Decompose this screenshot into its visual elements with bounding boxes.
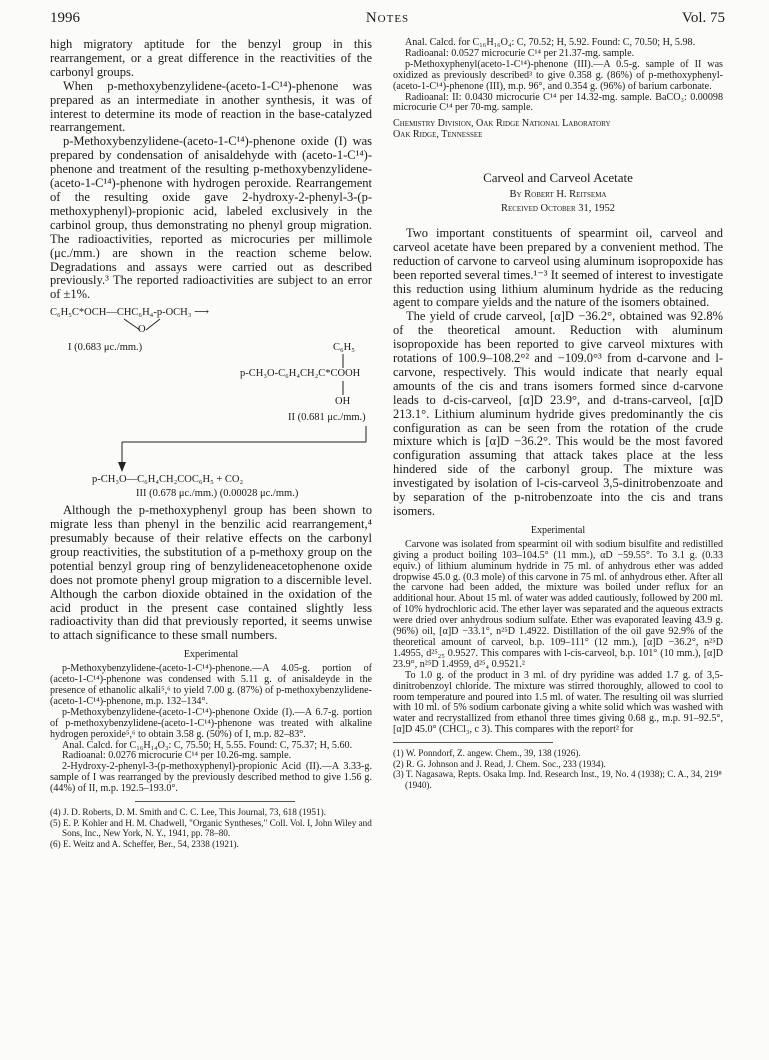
paragraph: The yield of crude carveol, [α]D −36.2°, obtained was 92.8% of the theoretical amount. Reduction with aluminum isopropoxide has been reported to give carveol mixtures with rotations of 100.9–108.2°² and −109.0°³ from d-carvone and l-carvone, respectively. This would indicate that nearly equal amounts of the cis and trans isomers formed since d-carvone leads to d-cis-carveol, [α]D 23.9°, and d-trans-carveol, [α]D 213.1°. Lithium aluminum hydride gives predominantly the cis configuration as can be seen from the rotation of the crude mixture which is [α]D −36.2°. This would be the most favored configuration assuming that attack takes place at the less hindered side of the carbonyl group. The mixture was investigated by isolation of l-cis-carveol 3,5-dinitrobenzoate and by separation of the p-nitrobenzoate into the cis and trans isomers. [393, 309, 723, 518]
paragraph: Although the p-methoxyphenyl group has been shown to migrate less than phenyl in the benzilic acid rearrangement,⁴ presumably because of their relative effects on the carbonyl group reactivities, the substitution of a p-methoxy group on the potential benzyl group ring of benzylideneacetophenone oxide does not promote phenyl group migration to a discernible level. Although the carbon dioxide obtained in the oxidation of the acid product in the present case contained slightly less radioactivity than did that previously reported, it seems unwise to attach significance to these small numbers. [50, 503, 372, 643]
footnote-rule [135, 801, 295, 802]
scheme-formula-oxide: C₆H₅C*OCH—CHC₆H₄-p-OCH₃ ⟶ [50, 307, 210, 319]
paragraph: high migratory aptitude for the benzyl group in this rearrangement, or a great difference in the reactivities of the carbonyl groups. [50, 37, 372, 79]
footnote-rule [393, 742, 553, 743]
volume-label: Vol. 75 [681, 10, 725, 26]
right-column [393, 38, 723, 791]
article-author: By Robert H. Reitsema [509, 189, 607, 201]
affiliation: Chemistry Division, Oak Ridge National Laboratory [393, 118, 611, 130]
footnote: (1) W. Ponndorf, Z. angew. Chem., 39, 138 (1926). [393, 748, 581, 759]
scheme-label-acid: II (0.681 μc./mm.) [288, 412, 366, 424]
experimental-paragraph: p-Methoxybenzylidene-(aceto-1-C¹⁴)-phenone.—A 4.05-g. portion of (aceto-1-C¹⁴)-phenone was condensed with 5.11 g. of anisaldeyde in the presence of ethanolic alkali⁵,⁶ to yield 7.00 g. (87%) of p-methoxybenzylidene-(aceto-1-C¹⁴)-phenone, m.p. 132–134°. [50, 663, 372, 707]
footnote: (2) R. G. Johnson and J. Read, J. Chem. Soc., 233 (1934). [393, 758, 606, 769]
paragraph: When p-methoxybenzylidene-(aceto-1-C¹⁴)-phenone was prepared as an intermediate in another synthesis, it was of interest to determine its mode of reaction in the base-catalyzed rearrangement. [50, 78, 372, 135]
analysis-line: Anal. Calcd. for C₁₆H₁₆O₄: C, 70.52; H, 5.92. Found: C, 70.50; H, 5.98. [405, 37, 696, 48]
paragraph: p-Methoxybenzylidene-(aceto-1-C¹⁴)-phenone oxide (I) was prepared by condensation of anisaldehyde with (aceto-1-C¹⁴)-phenone and treatment of the resulting p-methoxybenzylidene-(aceto-1-C¹⁴)-phenone with hydrogen peroxide. Rearrangement of the resulting oxide gave 2-hydroxy-2-phenyl-3-(p-methoxyphenyl)-propionic acid, labeled exclusively in the carbinol group, thus demonstrating no phenyl group migration. The radioactivities, reported as microcuries per millimole (μc./mm.) are shown in the reaction scheme below. Degradations and assays were carried out as described previously.³ The reported radioactivities are subject to an error of ±1%. [50, 134, 372, 302]
reaction-scheme [50, 304, 372, 500]
footnote: (5) E. P. Kohler and H. M. Chadwell, "Organic Syntheses," Coll. Vol. I, John Wiley and Sons, Inc., New York, N. Y., 1941, pp. 78–80. [50, 817, 372, 839]
radioanalysis-line: Radioanal: 0.0527 microcurie C¹⁴ per 21.37-mg. sample. [405, 47, 635, 59]
paragraph: Two important constituents of spearmint oil, carveol and carveol acetate have been prepared by a convenient method. The reduction of carvone to carveol using aluminum isopropoxide has been reported several times.¹⁻³ It seemed of interest to investigate this reduction using lithium aluminum hydride as the reducing agent to compare yields and the nature of the isomers obtained. [393, 225, 723, 310]
reaction-arrow [110, 426, 372, 474]
footnote: (3) T. Nagasawa, Repts. Osaka Imp. Ind. Research Inst., 19, No. 4 (1938); C. A., 34, 219⁸ (1940). [393, 769, 722, 790]
received-date: Received October 31, 1952 [500, 202, 615, 214]
left-column [50, 38, 372, 849]
scheme-phenyl: C₆H₅ [333, 342, 355, 354]
experimental-paragraph: p-Methoxybenzylidene-(aceto-1-C¹⁴)-phenone Oxide (I).—A 6.7-g. portion of p-methoxybenzylidene-(aceto-1-C¹⁴)-phenone was treated with alkaline hydrogen peroxide⁵,⁶ to obtain 3.58 g. (50%) of I, m.p. 82–83°. [50, 706, 372, 740]
experimental-paragraph: p-Methoxyphenyl(aceto-1-C¹⁴)-phenone (III).—A 0.5-g. sample of II was oxidized as previously described³ to give 0.358 g. (86%) of p-methoxyphenyl-(aceto-1-C¹⁴)-phenone (III), m.p. 96°, and 0.354 g. (96%) of barium carbonate. [393, 58, 723, 92]
footnote: (6) E. Weitz and A. Scheffer, Ber., 54, 2338 (1921). [50, 838, 239, 849]
page-number: 1996 [50, 10, 80, 26]
scheme-formula-acid: p-CH₃O-C₆H₄CH₂C*COOH [240, 368, 361, 380]
scheme-label-oxide: I (0.683 μc./mm.) [68, 342, 143, 354]
section-title: Notes [365, 10, 410, 26]
section-heading: Experimental [530, 524, 586, 536]
affiliation-location: Oak Ridge, Tennessee [393, 129, 483, 141]
page-header [50, 10, 725, 28]
experimental-paragraph: Carvone was isolated from spearmint oil with sodium bisulfite and redistilled giving a product boiling 103–104.5° (11 mm.), αD −59.55°. To 3.1 g. (0.33 equiv.) of lithium aluminum hydride in 75 ml. of anhydrous ether was added dropwise 45.0 g. (0.3 mole) of this carvone in 75 ml. of anhydrous ether. After all the carvone had been added, the mixture was boiled under reflux for an additional hour. About 15 ml. of water was added cautiously, followed by 200 ml. of 10% hydrochloric acid. The ether layer was separated and the aqueous extracts were dried over anhydrous sodium sulfate. Ether was evaporated leaving 43.9 g. (96%) oil, [α]D −33.1°, n²⁵D 1.4922. Distillation of the oil gave 92.9% of the theoretical amount of carveol, b.p. 109–111° (12 mm.), [α]D −36.2°, n²⁵D 1.4955, d²⁵₂₅ 0.9527. This compares with l-cis-carveol, b.p. 101° (10 mm.), [α]D 23.9°, n²⁵D 1.4959, d²⁵₄ 0.9521.² [393, 538, 723, 670]
radioanalysis-line: Radioanal: II: 0.0430 microcurie C¹⁴ per 14.32-mg. sample. BaCO₃: 0.00098 microcurie C¹⁴ per 70-mg. sample. [393, 91, 723, 114]
scheme-label-ketone: III (0.678 μc./mm.) (0.00028 μc./mm.) [136, 488, 299, 500]
footnote: (4) J. D. Roberts, D. M. Smith and C. C. Lee, This Journal, 73, 618 (1951). [50, 807, 326, 818]
bond-line [341, 381, 345, 395]
section-heading: Experimental [183, 649, 239, 661]
radioanalysis-line: Radioanal: 0.0276 microcurie C¹⁴ per 10.26-mg. sample. [62, 750, 292, 762]
scheme-hydroxyl: OH [335, 396, 351, 408]
scheme-oxygen: O [138, 324, 146, 336]
article-title: Carveol and Carveol Acetate [483, 170, 633, 186]
analysis-line: Anal. Calcd. for C₁₆H₁₄O₃: C, 75.50; H, 5.55. Found: C, 75.37; H, 5.60. [62, 739, 353, 751]
experimental-paragraph: To 1.0 g. of the product in 3 ml. of dry pyridine was added 1.7 g. of 3,5-dinitrobenzoyl chloride. The mixture was stirred thoroughly, allowed to cool to room temperature and poured into 1.5 ml. of water. The resulting oil was slurried with 10 ml. of 5% sodium carbonate giving a white solid which was washed with water and recrystallized from ethanol three times giving 0.68 g., m.p. 91–92.5°, [α]D 45.0° (CHCl₃, c 3). This compares with the report² for [393, 669, 723, 736]
bond-line [341, 354, 345, 368]
scheme-formula-ketone: p-CH₃O—C₆H₄CH₂COC₆H₅ + CO₂ [92, 474, 244, 486]
experimental-paragraph: 2-Hydroxy-2-phenyl-3-(p-methoxyphenyl)-propionic Acid (II).—A 3.33-g. sample of I was rearranged by the previously described method to give 1.56 g. (44%) of II, m.p. 192.5–193.0°. [50, 761, 372, 795]
